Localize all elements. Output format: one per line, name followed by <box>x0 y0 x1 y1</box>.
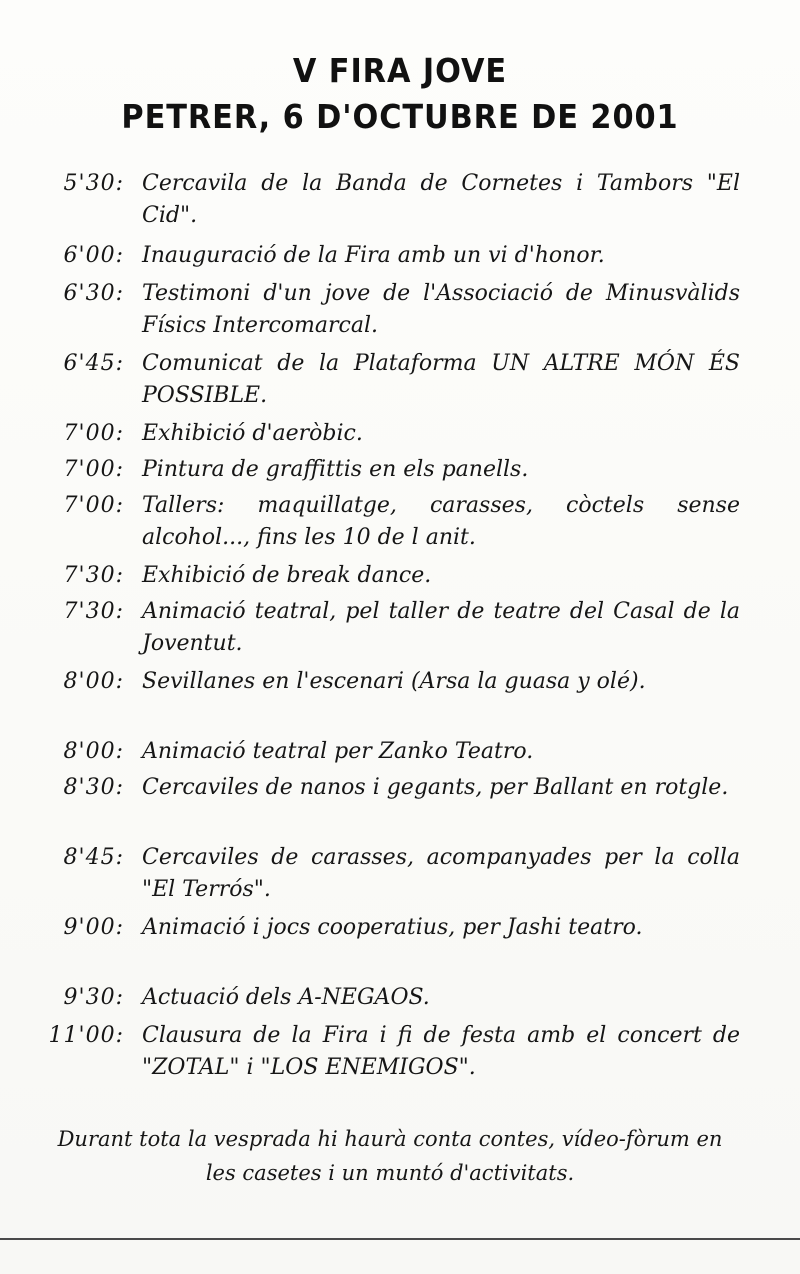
schedule-description: Comunicat de la Plataforma UN ALTRE MÓN ÉS POSSIBLE. <box>142 351 740 408</box>
schedule-description: Exhibició d'aeròbic. <box>142 421 363 446</box>
schedule-description: Testimoni d'un jove de l'Associació de Minusvàlids Físics Intercomarcal. <box>142 281 740 338</box>
schedule-time: 9'30: <box>63 985 124 1010</box>
schedule-time: 8'45: <box>63 845 124 870</box>
schedule-description: Actuació dels A-NEGAOS. <box>142 985 430 1010</box>
footer-note: Durant tota la vesprada hi haurà conta contes, vídeo-fòrum en les casetes i un muntó d'activitats. <box>57 1127 723 1185</box>
schedule-description: Exhibició de break dance. <box>142 563 432 588</box>
schedule-time: 7'30: <box>63 563 124 588</box>
schedule-time: 5'30: <box>63 171 124 196</box>
schedule-time: 6'30: <box>63 281 124 306</box>
schedule-time: 6'45: <box>63 351 124 376</box>
schedule-time: 9'00: <box>63 915 124 940</box>
page-subtitle: PETRER, 6 D'OCTUBRE DE 2001 <box>121 97 679 136</box>
schedule-description: Tallers: maquillatge, carasses, còctels sense alcohol..., fins les 10 de l anit. <box>142 493 740 550</box>
schedule-time: 8'30: <box>63 775 124 800</box>
schedule-description: Sevillanes en l'escenari (Arsa la guasa y olé). <box>142 669 646 694</box>
schedule-time: 6'00: <box>63 243 124 268</box>
page-title: V FIRA JOVE <box>292 51 508 90</box>
schedule-description: Animació teatral per Zanko Teatro. <box>142 739 534 764</box>
schedule-description: Cercaviles de carasses, acompanyades per la colla "El Terrós". <box>142 845 740 902</box>
header <box>0 48 800 140</box>
schedule-time: 8'00: <box>63 669 124 694</box>
schedule-time: 7'00: <box>63 457 124 482</box>
schedule-description: Pintura de graffittis en els panells. <box>142 457 529 482</box>
schedule-description: Animació i jocs cooperatius, per Jashi teatro. <box>142 915 643 940</box>
schedule-description: Cercaviles de nanos i gegants, per Ballant en rotgle. <box>142 775 729 800</box>
schedule-time: 11'00: <box>48 1023 124 1048</box>
schedule-time: 8'00: <box>63 739 124 764</box>
schedule-time: 7'00: <box>63 421 124 446</box>
schedule-description: Animació teatral, pel taller de teatre del Casal de la Joventut. <box>142 599 740 656</box>
schedule-description: Cercavila de la Banda de Cornetes i Tambors "El Cid". <box>142 171 740 228</box>
schedule-description: Inauguració de la Fira amb un vi d'honor. <box>142 243 605 268</box>
bottom-divider <box>0 1238 800 1240</box>
schedule-time: 7'00: <box>63 493 124 518</box>
schedule-description: Clausura de la Fira i fi de festa amb el concert de "ZOTAL" i "LOS ENEMIGOS". <box>142 1023 740 1080</box>
schedule-time: 7'30: <box>63 599 124 624</box>
